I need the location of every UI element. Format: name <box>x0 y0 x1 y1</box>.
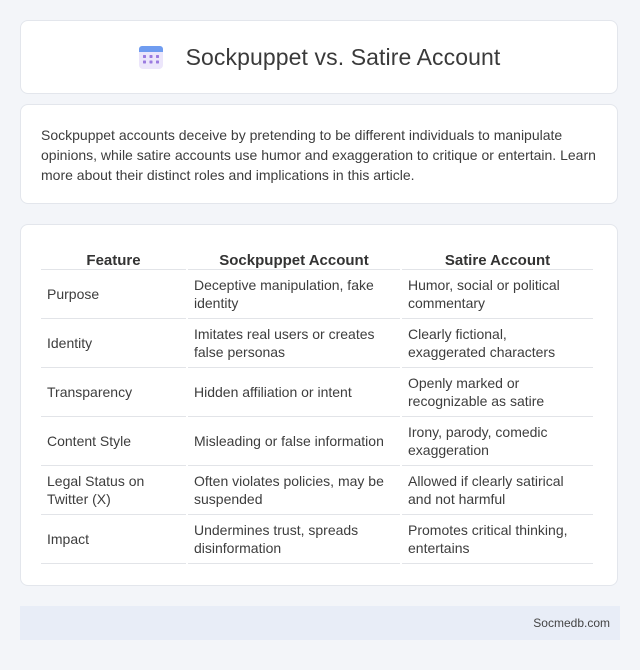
table-row <box>41 417 593 466</box>
cell-feature: Identity <box>41 319 186 368</box>
table-header-row <box>41 245 593 270</box>
page-title: Sockpuppet vs. Satire Account <box>185 43 501 70</box>
calendar-icon <box>138 44 164 70</box>
title-card <box>20 20 618 94</box>
table-row <box>41 368 593 417</box>
cell-satire: Openly marked or recognizable as satire <box>402 368 593 417</box>
header-satire: Satire Account <box>402 245 593 270</box>
cell-feature: Transparency <box>41 368 186 417</box>
cell-satire: Allowed if clearly satirical and not harmful <box>402 466 593 515</box>
cell-feature: Impact <box>41 515 186 564</box>
cell-sockpuppet: Misleading or false information <box>188 417 400 466</box>
table-row <box>41 270 593 319</box>
header-sockpuppet: Sockpuppet Account <box>188 245 400 270</box>
table-row <box>41 319 593 368</box>
cell-sockpuppet: Hidden affiliation or intent <box>188 368 400 417</box>
footer-site-name: Socmedb.com <box>533 616 610 630</box>
cell-satire: Humor, social or political commentary <box>402 270 593 319</box>
footer <box>20 606 620 640</box>
cell-satire: Promotes critical thinking, entertains <box>402 515 593 564</box>
header-feature: Feature <box>41 245 186 270</box>
cell-feature: Legal Status on Twitter (X) <box>41 466 186 515</box>
cell-sockpuppet: Often violates policies, may be suspended <box>188 466 400 515</box>
intro-card <box>20 104 618 204</box>
table-row <box>41 466 593 515</box>
cell-feature: Content Style <box>41 417 186 466</box>
cell-feature: Purpose <box>41 270 186 319</box>
comparison-table-card <box>20 224 618 586</box>
cell-sockpuppet: Deceptive manipulation, fake identity <box>188 270 400 319</box>
cell-satire: Clearly fictional, exaggerated characters <box>402 319 593 368</box>
cell-sockpuppet: Undermines trust, spreads disinformation <box>188 515 400 564</box>
comparison-table <box>39 245 595 564</box>
cell-sockpuppet: Imitates real users or creates false personas <box>188 319 400 368</box>
table-row <box>41 515 593 564</box>
intro-paragraph: Sockpuppet accounts deceive by pretending to be different individuals to manipulate opinions, while satire accounts use humor and exaggeration to critique or entertain. Learn more about their distinct roles and implications in this article. <box>41 127 596 183</box>
cell-satire: Irony, parody, comedic exaggeration <box>402 417 593 466</box>
